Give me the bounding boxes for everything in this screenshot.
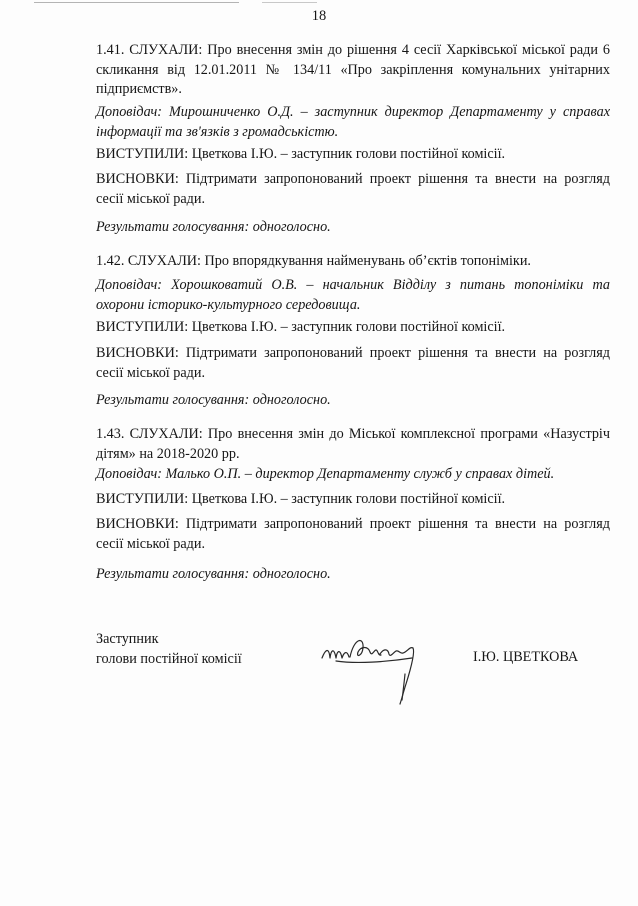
signatory-title-line1: Заступник [96,631,159,647]
page-number: 18 [311,8,327,24]
signatory-name: І.Ю. ЦВЕТКОВА [473,649,579,665]
item-1-42-heard: 1.42. СЛУХАЛИ: Про впорядкування найменувань об’єктів топоніміки. [96,253,531,269]
signatory-title-line2: голови постійної комісії [96,650,242,667]
item-1-41-heard: 1.41. СЛУХАЛИ: Про внесення змін до рішення 4 сесії Харківської міської ради 6 скликання від 12.01.2011 № 134/11 «Про закріплення комунальних унітарних підприємств». [96,42,610,97]
signatory-title [96,630,256,669]
item-1-43-heard: 1.43. СЛУХАЛИ: Про внесення змін до Міської комплексної програми «Назустріч дітям» на 2018-2020 рр. [96,426,610,462]
item-1-43-spoke: ВИСТУПИЛИ: Цветкова І.Ю. – заступник голови постійної комісії. [96,491,506,507]
item-1-42-speaker: Доповідач: Хорошковатий О.В. – начальник Відділу з питань топоніміки та охорони історико-культурного середовища. [96,277,610,313]
top-edge-line [34,2,239,3]
item-1-41-conclusion: ВИСНОВКИ: Підтримати запропонований проект рішення та внести на розгляд сесії міської ради. [96,171,610,207]
item-1-41-speaker: Доповідач: Мирошниченко О.Д. – заступник директор Департаменту у справах інформації та зв'язків з громадськістю. [96,104,610,140]
item-1-41-vote: Результати голосування: одноголосно. [96,219,331,235]
item-1-42-conclusion: ВИСНОВКИ: Підтримати запропонований проект рішення та внести на розгляд сесії міської ради. [96,345,610,381]
item-1-43-vote: Результати голосування: одноголосно. [96,566,331,582]
item-1-41-spoke: ВИСТУПИЛИ: Цветкова І.Ю. – заступник голови постійної комісії. [96,146,506,162]
top-edge-line [262,2,317,3]
item-1-43-conclusion: ВИСНОВКИ: Підтримати запропонований проект рішення та внести на розгляд сесії міської ради. [96,516,610,552]
handwritten-signature [316,628,431,706]
item-1-43-speaker: Доповідач: Малько О.П. – директор Департаменту служб у справах дітей. [96,466,555,482]
item-1-42-vote: Результати голосування: одноголосно. [96,392,331,408]
item-1-42-spoke: ВИСТУПИЛИ: Цветкова І.Ю. – заступник голови постійної комісії. [96,319,506,335]
